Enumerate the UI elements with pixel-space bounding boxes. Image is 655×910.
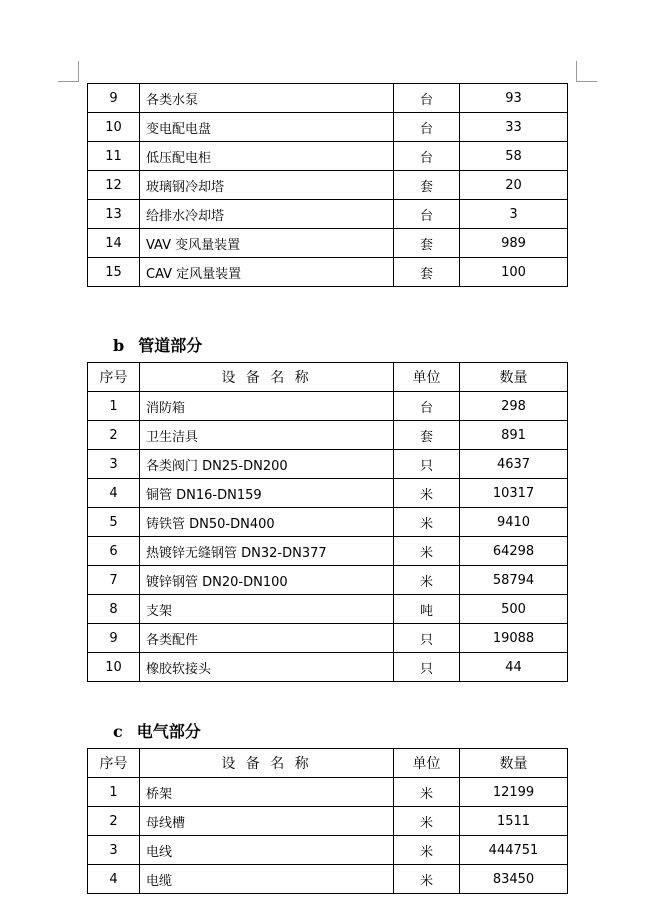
row-name: 各类阀门 DN25-DN200 bbox=[140, 450, 394, 479]
table-row bbox=[88, 200, 568, 229]
table-row bbox=[88, 229, 568, 258]
table-row bbox=[88, 778, 568, 807]
row-unit: 米 bbox=[394, 836, 460, 865]
table-row bbox=[88, 84, 568, 113]
row-name: 镀锌钢管 DN20-DN100 bbox=[140, 566, 394, 595]
row-number: 2 bbox=[88, 807, 140, 836]
row-number: 11 bbox=[88, 142, 140, 171]
table-row bbox=[88, 865, 568, 894]
row-unit: 只 bbox=[394, 624, 460, 653]
row-number: 1 bbox=[88, 778, 140, 807]
header-no: 序号 bbox=[88, 363, 140, 392]
row-number: 13 bbox=[88, 200, 140, 229]
row-number: 10 bbox=[88, 653, 140, 682]
electrical-table bbox=[87, 748, 568, 894]
row-number: 4 bbox=[88, 479, 140, 508]
section-c-heading bbox=[113, 719, 201, 742]
table-row bbox=[88, 258, 568, 287]
table-row bbox=[88, 171, 568, 200]
row-number: 3 bbox=[88, 836, 140, 865]
row-quantity: 33 bbox=[460, 113, 568, 142]
row-quantity: 100 bbox=[460, 258, 568, 287]
row-number: 15 bbox=[88, 258, 140, 287]
row-unit: 吨 bbox=[394, 595, 460, 624]
row-quantity: 19088 bbox=[460, 624, 568, 653]
row-number: 10 bbox=[88, 113, 140, 142]
table-row bbox=[88, 566, 568, 595]
row-name: 卫生洁具 bbox=[140, 421, 394, 450]
row-quantity: 9410 bbox=[460, 508, 568, 537]
table-row bbox=[88, 508, 568, 537]
row-unit: 只 bbox=[394, 450, 460, 479]
row-unit: 米 bbox=[394, 508, 460, 537]
row-unit: 套 bbox=[394, 171, 460, 200]
row-unit: 米 bbox=[394, 479, 460, 508]
row-unit: 米 bbox=[394, 807, 460, 836]
table-row bbox=[88, 653, 568, 682]
header-qty: 数量 bbox=[460, 749, 568, 778]
pipeline-table bbox=[87, 362, 568, 682]
table-row bbox=[88, 142, 568, 171]
section-b-title: 管道部分 bbox=[138, 336, 203, 355]
row-quantity: 58794 bbox=[460, 566, 568, 595]
row-name: 热镀锌无缝钢管 DN32-DN377 bbox=[140, 537, 394, 566]
row-unit: 台 bbox=[394, 200, 460, 229]
row-quantity: 891 bbox=[460, 421, 568, 450]
row-unit: 只 bbox=[394, 653, 460, 682]
row-name: 玻璃钢冷却塔 bbox=[140, 171, 394, 200]
row-unit: 米 bbox=[394, 865, 460, 894]
table-row bbox=[88, 624, 568, 653]
row-name: 电线 bbox=[140, 836, 394, 865]
row-quantity: 64298 bbox=[460, 537, 568, 566]
row-number: 7 bbox=[88, 566, 140, 595]
row-quantity: 44 bbox=[460, 653, 568, 682]
header-unit: 单位 bbox=[394, 749, 460, 778]
row-number: 3 bbox=[88, 450, 140, 479]
row-name: 电缆 bbox=[140, 865, 394, 894]
table-row bbox=[88, 537, 568, 566]
header-unit: 单位 bbox=[394, 363, 460, 392]
row-name: 铜管 DN16-DN159 bbox=[140, 479, 394, 508]
header-no: 序号 bbox=[88, 749, 140, 778]
row-number: 6 bbox=[88, 537, 140, 566]
row-unit: 台 bbox=[394, 142, 460, 171]
row-name: 桥架 bbox=[140, 778, 394, 807]
row-quantity: 4637 bbox=[460, 450, 568, 479]
row-quantity: 444751 bbox=[460, 836, 568, 865]
table-row bbox=[88, 479, 568, 508]
row-quantity: 500 bbox=[460, 595, 568, 624]
table-header-row bbox=[88, 363, 568, 392]
row-unit: 套 bbox=[394, 421, 460, 450]
row-number: 2 bbox=[88, 421, 140, 450]
section-c-letter: c bbox=[113, 722, 123, 741]
row-name: 低压配电柜 bbox=[140, 142, 394, 171]
row-quantity: 58 bbox=[460, 142, 568, 171]
header-name: 设 备 名 称 bbox=[140, 749, 394, 778]
row-name: 支架 bbox=[140, 595, 394, 624]
row-quantity: 298 bbox=[460, 392, 568, 421]
row-name: 给排水冷却塔 bbox=[140, 200, 394, 229]
row-quantity: 83450 bbox=[460, 865, 568, 894]
section-b-heading bbox=[113, 333, 202, 356]
table-row bbox=[88, 392, 568, 421]
row-number: 8 bbox=[88, 595, 140, 624]
row-name: 铸铁管 DN50-DN400 bbox=[140, 508, 394, 537]
row-number: 1 bbox=[88, 392, 140, 421]
section-b-letter: b bbox=[113, 336, 125, 355]
row-quantity: 10317 bbox=[460, 479, 568, 508]
row-name: 消防箱 bbox=[140, 392, 394, 421]
row-name: 各类配件 bbox=[140, 624, 394, 653]
row-number: 14 bbox=[88, 229, 140, 258]
row-unit: 套 bbox=[394, 258, 460, 287]
header-qty: 数量 bbox=[460, 363, 568, 392]
row-number: 9 bbox=[88, 624, 140, 653]
table-header-row bbox=[88, 749, 568, 778]
row-name: 橡胶软接头 bbox=[140, 653, 394, 682]
crop-mark-left bbox=[58, 61, 79, 82]
row-name: 各类水泵 bbox=[140, 84, 394, 113]
row-name: VAV 变风量装置 bbox=[140, 229, 394, 258]
row-number: 12 bbox=[88, 171, 140, 200]
row-quantity: 1511 bbox=[460, 807, 568, 836]
row-unit: 台 bbox=[394, 84, 460, 113]
row-unit: 套 bbox=[394, 229, 460, 258]
header-name: 设 备 名 称 bbox=[140, 363, 394, 392]
table-row bbox=[88, 836, 568, 865]
row-quantity: 3 bbox=[460, 200, 568, 229]
table-row bbox=[88, 595, 568, 624]
row-number: 9 bbox=[88, 84, 140, 113]
row-number: 5 bbox=[88, 508, 140, 537]
equipment-table-continued bbox=[87, 83, 568, 287]
section-c-title: 电气部分 bbox=[136, 722, 201, 741]
table-row bbox=[88, 807, 568, 836]
row-name: 母线槽 bbox=[140, 807, 394, 836]
table-row bbox=[88, 113, 568, 142]
row-unit: 米 bbox=[394, 778, 460, 807]
row-quantity: 93 bbox=[460, 84, 568, 113]
row-unit: 米 bbox=[394, 566, 460, 595]
row-name: 变电配电盘 bbox=[140, 113, 394, 142]
row-unit: 米 bbox=[394, 537, 460, 566]
row-name: CAV 定风量装置 bbox=[140, 258, 394, 287]
row-unit: 台 bbox=[394, 392, 460, 421]
row-number: 4 bbox=[88, 865, 140, 894]
table-row bbox=[88, 421, 568, 450]
table-row bbox=[88, 450, 568, 479]
row-unit: 台 bbox=[394, 113, 460, 142]
row-quantity: 12199 bbox=[460, 778, 568, 807]
row-quantity: 20 bbox=[460, 171, 568, 200]
crop-mark-right bbox=[576, 61, 597, 82]
row-quantity: 989 bbox=[460, 229, 568, 258]
